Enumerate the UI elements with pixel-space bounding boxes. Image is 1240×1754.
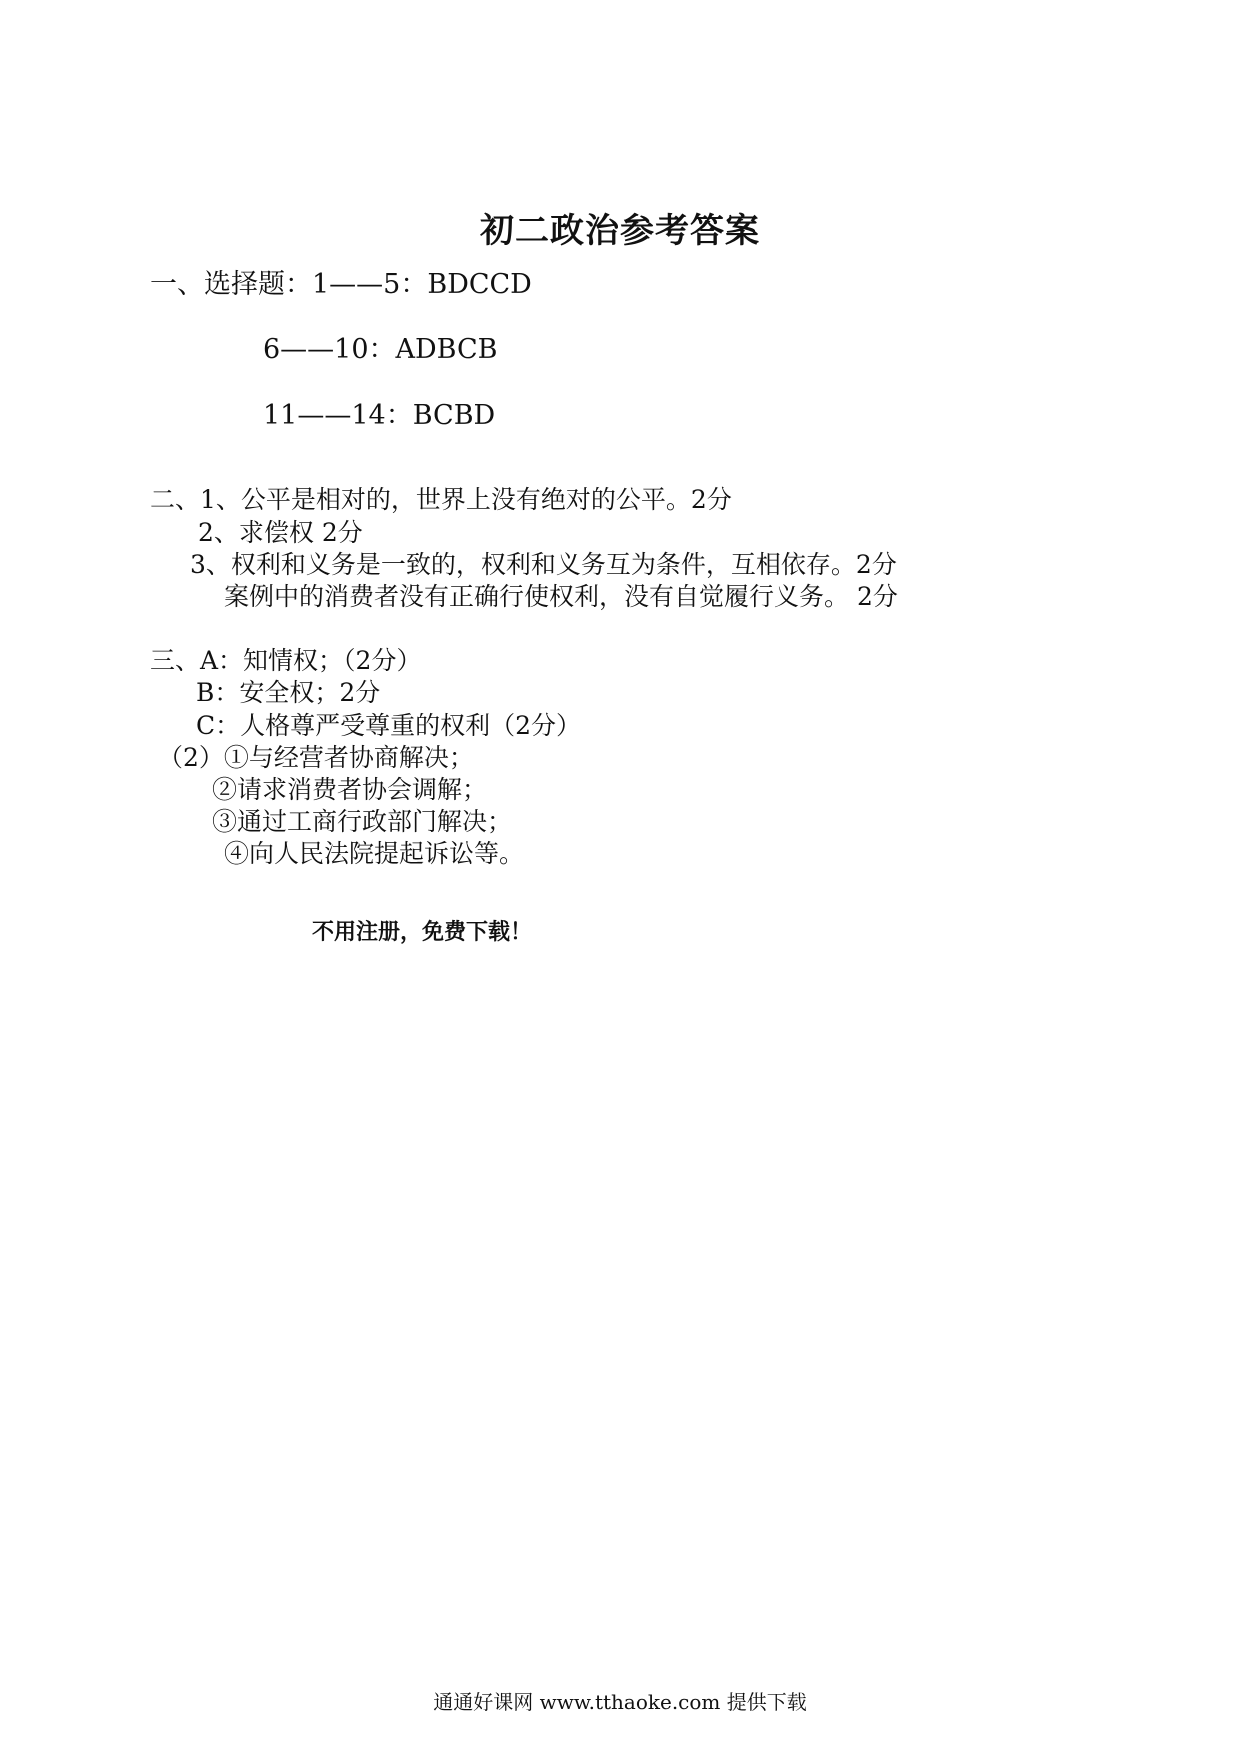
mc-answers-1-5: 一、选择题：1——5：BDCCD xyxy=(150,269,532,300)
section3-part2-item-3: ③通过工商行政部门解决； xyxy=(212,807,513,836)
page-title: 初二政治参考答案 xyxy=(480,211,760,251)
section2-answer-3: 3、权利和义务是一致的，权利和义务互为条件，互相依存。2分 xyxy=(190,550,897,579)
section2-answer-3-cont: 案例中的消费者没有正确行使权利，没有自觉履行义务。 2分 xyxy=(224,582,898,611)
section3-part2-item-4: ④向人民法院提起诉讼等。 xyxy=(224,839,525,868)
section2-answer-1: 二、1、公平是相对的，世界上没有绝对的公平。2分 xyxy=(150,485,732,514)
mc-answers-6-10: 6——10：ADBCB xyxy=(263,334,498,365)
footer-source: 通通好课网 www.tthaoke.com 提供下载 xyxy=(433,1690,807,1714)
mc-answers-11-14: 11——14：BCBD xyxy=(263,400,496,431)
promo-text: 不用注册，免费下载！ xyxy=(312,920,533,945)
section3-part2-item-1: （2）①与经营者协商解决； xyxy=(158,743,474,772)
section3-answer-b: B：安全权；2分 xyxy=(196,678,381,707)
section3-answer-a: 三、A：知情权；（2分） xyxy=(150,646,422,675)
section3-part2-item-2: ②请求消费者协会调解； xyxy=(212,775,488,804)
section2-answer-2: 2、求偿权 2分 xyxy=(198,518,363,547)
section3-answer-c: C：人格尊严受尊重的权利（2分） xyxy=(196,711,582,740)
